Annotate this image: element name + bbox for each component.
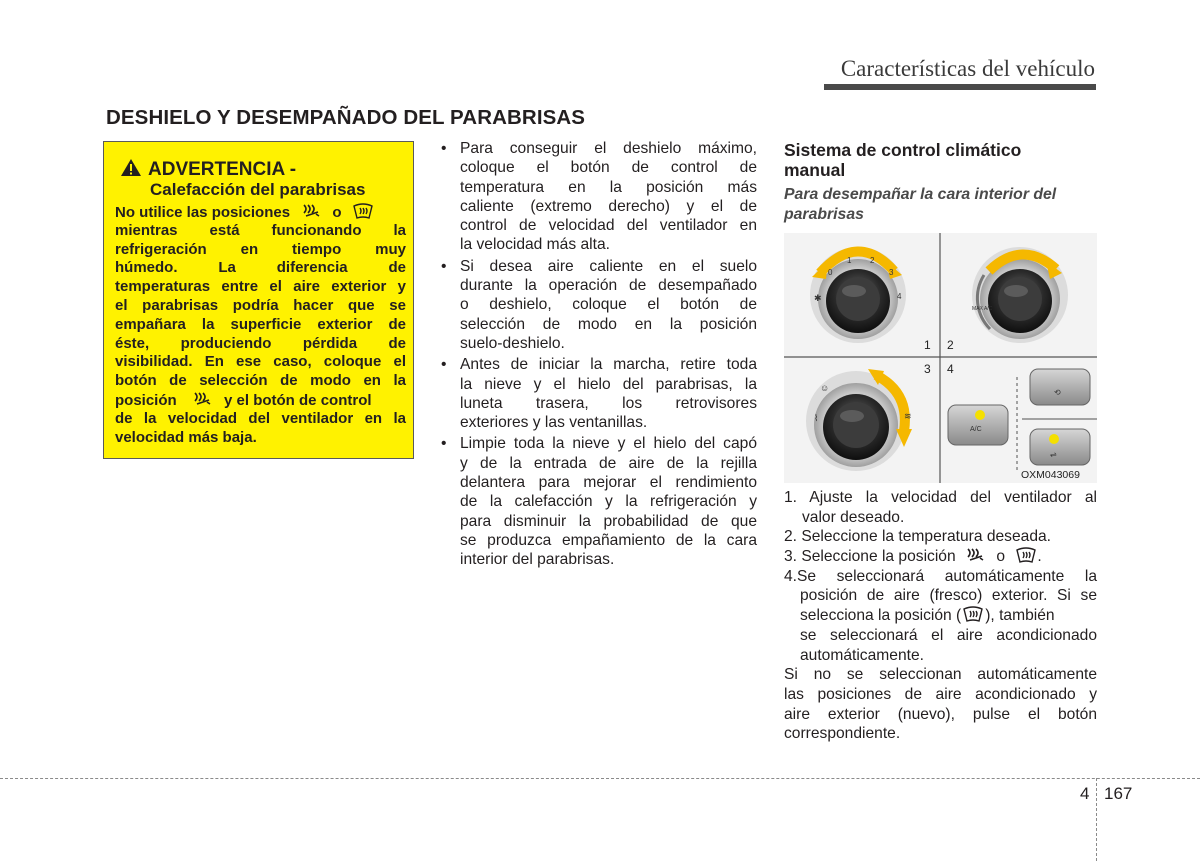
fan-scale-label: 4 (897, 292, 902, 301)
step-line: 1. Ajuste la velocidad del ventilador al (784, 489, 1097, 506)
warning-line: y el botón de control (224, 391, 372, 409)
bullet-line: o deshielo, coloque el botón de (460, 296, 757, 314)
warning-subheading: Calefacción del parabrisas (150, 180, 366, 199)
paragraph-line: Si no se seleccionan automáticamente (784, 666, 1097, 684)
step-line: se seleccionará el aire acondicionado (800, 626, 1097, 644)
step-line: selecciona la posición ( (800, 607, 962, 625)
paragraph-line: correspondiente. (784, 725, 901, 743)
mode-face-icon: ☺ (820, 383, 830, 393)
panel-label: 1 (924, 338, 931, 352)
fan-scale-label: 2 (870, 256, 875, 265)
fan-scale-label: 0 (828, 268, 833, 277)
subsection-subheading-line: Para desempañar la cara interior del (784, 186, 1057, 203)
warning-line: refrigeración en tiempo muy (115, 240, 406, 258)
bullet-list (441, 139, 757, 572)
bullet-line: selección de modo en la posición (460, 315, 757, 333)
temperature-knob (972, 247, 1068, 343)
paragraph-line: las posiciones de aire acondicionado y (784, 685, 1097, 703)
bullet-line: control de velocidad del ventilador en (460, 217, 757, 235)
step-line: o (996, 548, 1006, 566)
bullet-line: caliente (extremo derecho) y el de (460, 197, 757, 215)
bullet-line: Limpie toda la nieve y el hielo del capó (460, 435, 757, 453)
fan-icon: ✱ (814, 293, 822, 303)
warning-line: mientras está funcionando la (115, 221, 406, 239)
bullet-line: suelo-deshielo. (460, 334, 565, 352)
step-line: ), también (985, 607, 1055, 625)
mode-defrost-icon: ≋ (904, 411, 912, 421)
subsection-heading-line: Sistema de control climático (784, 140, 1022, 160)
chapter-number: 4 (1080, 784, 1090, 803)
bullet-line: interior del parabrisas. (460, 551, 615, 569)
bullet-line: Si desea aire caliente en el suelo (460, 257, 757, 275)
warning-line: visibilidad. En ese caso, coloque el (115, 353, 406, 371)
footer-rule (0, 778, 1200, 779)
warning-line: de la velocidad del ventilador en la (115, 409, 406, 427)
list-item (441, 434, 757, 569)
bullet-dot: • (441, 435, 447, 453)
bullet-line: temperatura en la posición más (460, 178, 757, 196)
section-title: DESHIELO Y DESEMPAÑADO DEL PARABRISAS (106, 106, 586, 129)
bullet-line: se produzca empañamiento de la cara (460, 531, 757, 549)
subsection-subheading-line: parabrisas (784, 205, 864, 223)
figure-code: OXM043069 (1021, 469, 1080, 481)
bullet-line: la nieve y el hielo del parabrisas, la (460, 375, 757, 393)
step-line: 3. Seleccione la posición (784, 548, 956, 566)
warning-line: el parabrisas podría hacer que se (115, 296, 406, 314)
warning-line: húmedo. La diferencia de (115, 259, 406, 277)
mode-floor-icon: ⌇ (814, 413, 819, 423)
header-rule (824, 84, 1096, 90)
panel-label: 4 (947, 362, 954, 376)
bullet-line: luneta trasera, los retrovisores (460, 394, 757, 412)
steps-list (784, 488, 1097, 744)
step-line: . (1037, 548, 1042, 566)
fresh-air-button (1030, 429, 1090, 465)
step-line: valor deseado. (802, 508, 905, 526)
warning-line: o (332, 204, 342, 221)
page-number: 167 (1104, 784, 1133, 803)
bullet-line: Para conseguir el deshielo máximo, (460, 140, 757, 157)
fresh-air-icon: ⇌ (1050, 450, 1057, 459)
footer-vertical-rule (1096, 778, 1097, 861)
step-line: 4.Se seleccionará automáticamente la (784, 567, 1097, 585)
bullet-line: de la calefacción y la refrigeración y (460, 493, 757, 511)
climate-control-figure (784, 233, 1097, 483)
ac-label: A/C (970, 426, 982, 433)
bullet-line: coloque el botón de control de (460, 159, 757, 177)
warning-box (103, 141, 414, 459)
climate-control-illustration (784, 233, 1097, 483)
list-item (441, 139, 757, 255)
fan-scale-label: 1 (847, 256, 852, 265)
list-item (441, 257, 757, 353)
step-line: automáticamente. (800, 646, 924, 664)
warning-line: posición (115, 391, 177, 409)
subsection-heading-line: manual (784, 160, 846, 180)
warning-line: temperaturas entre el aire exterior y (115, 278, 406, 296)
warning-triangle-icon (120, 158, 142, 183)
warning-body (115, 203, 406, 447)
max-ac-label: MAX A/C (972, 306, 993, 312)
bullet-dot: • (441, 356, 447, 374)
bullet-line: y de la entrada de aire de la rejilla (460, 454, 757, 472)
warning-line: empañara la superficie exterior de (115, 315, 406, 333)
panel-label: 2 (947, 338, 954, 352)
bullet-line: Antes de iniciar la marcha, retire toda (460, 356, 757, 374)
recirculation-button (1030, 369, 1090, 405)
subsection-heading (784, 140, 1021, 180)
running-header: Características del vehículo (840, 56, 1095, 81)
step-line: posición de aire (fresco) exterior. Si se (800, 587, 1097, 605)
bullet-dot: • (441, 257, 447, 275)
recirculation-icon: ⟲ (1054, 388, 1061, 397)
warning-line: velocidad más baja. (115, 428, 257, 446)
bullet-line: la velocidad más alta. (460, 236, 610, 254)
bullet-line: para disminuir la probabilidad de que (460, 512, 757, 530)
bullet-dot: • (441, 140, 447, 157)
subsection-subheading (784, 185, 1056, 224)
list-item (441, 355, 757, 432)
bullet-line: exteriores y las ventanillas. (460, 414, 648, 432)
warning-line: éste, produciendo pérdida de (115, 334, 406, 352)
bullet-line: durante la operación de desempañado (460, 277, 757, 295)
fan-scale-label: 3 (889, 268, 894, 277)
paragraph-line: aire exterior (nuevo), pulse el botón (784, 705, 1097, 723)
bullet-line: delantera para mejorar el rendimiento (460, 474, 757, 492)
warning-heading-text: ADVERTENCIA - (148, 159, 297, 180)
fan-speed-knob (810, 247, 906, 343)
panel-label: 3 (924, 362, 931, 376)
warning-line: botón de selección de modo en la (115, 372, 406, 390)
step-line: 2. Seleccione la temperatura deseada. (784, 528, 1051, 546)
warning-line: No utilice las posiciones (115, 204, 291, 221)
